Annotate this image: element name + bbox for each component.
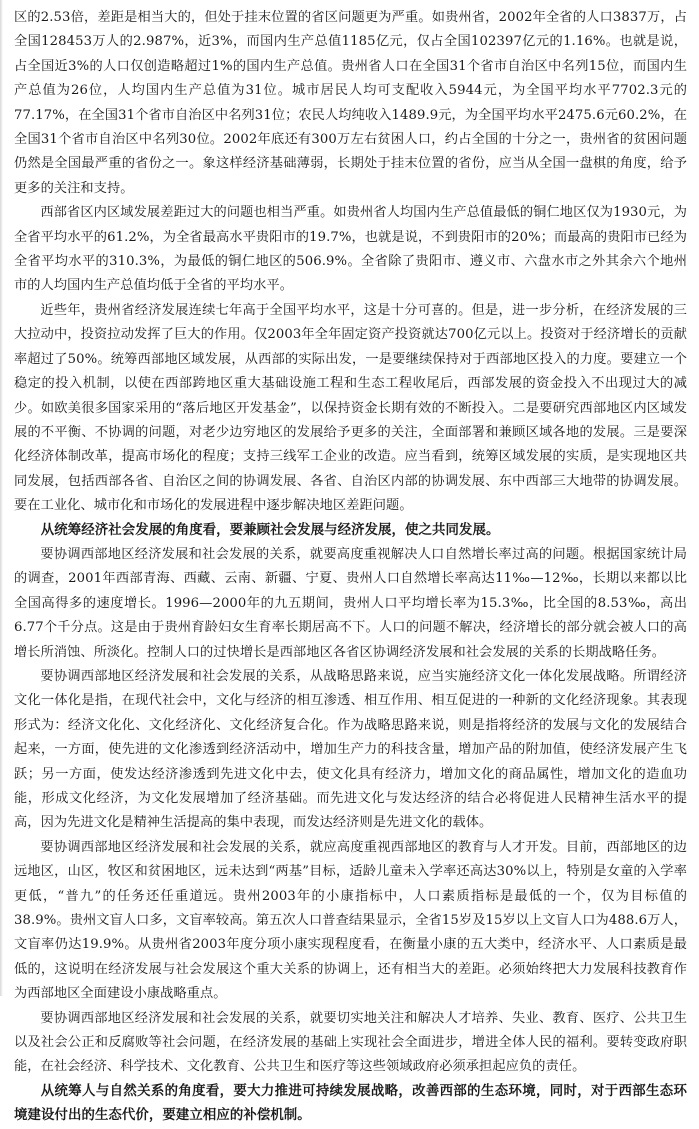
body-paragraph: 要协调西部地区经济发展和社会发展的关系，就应高度重视西部地区的教育与人才开发。目前，西部地区的边远地区，山区，牧区和贫困地区，远未达到“两基”目标，适龄儿童未入学率还高达30%以上，特别是女童的入学率更低，“普九”的任务还任重道远。贵州2003年的小康指标中，人口素质指标是最低的一个，仅为目标值的38.9%。贵州文盲人口多，文盲率较高。第五次人口普查结果显示，全省15岁及15岁以上文盲人口为488.6万人，文盲率仍达19.9%。从贵州省2003年度分项小康实现程度看，在衡量小康的五大类中，经济水平、人口素质是最低的，这说明在经济发展与社会发展这个重大关系的协调上，还有相当大的差距。必须始终把大力发展科技教育作为西部地区全面建设小康战略重点。: [14, 839, 687, 1002]
document-body: [14, 6, 687, 1129]
section-heading: 从统筹人与自然关系的角度看，要大力推进可持续发展战略，改善西部的生态环境，同时，对于西部生态环境建设付出的生态代价，要建立相应的补偿机制。: [14, 1083, 687, 1124]
scan-edge-shadow: [0, 0, 3, 996]
section-heading: 从统筹经济社会发展的角度看，要兼顾社会发展与经济发展，使之共同发展。: [40, 522, 500, 538]
body-paragraph: 近些年，贵州省经济发展连续七年高于全国平均水平，这是十分可喜的。但是，进一步分析，在经济发展的三大拉动中，投资拉动发挥了巨大的作用。仅2003年全年固定资产投资就达700亿元以上。投资对于经济增长的贡献率超过了50%。统筹西部地区域发展，从西部的实际出发，一是要继续保持对于西部地区投入的力度。要建立一个稳定的投入机制，以使在西部跨地区重大基础设施工程和生态工程收尾后，西部发展的资金投入不出现过大的减少。如欧美很多国家采用的“落后地区开发基金”，以保持资金长期有效的不断投入。二是要研究西部地区内区域发展的不平衡、不协调的问题，对老少边穷地区的发展给予更多的关注，全面部署和兼顾区域各地的发展。三是要深化经济体制改革，提高市场化的程度；支持三线军工企业的改造。应当看到，统筹区域发展的实质，是实现地区共同发展，包括西部各省、自治区之间的协调发展、各省、自治区内部的协调发展、东中西部三大地带的协调发展。要在工业化、城市化和市场化的发展进程中逐步解决地区差距问题。: [14, 302, 687, 514]
body-paragraph: 区的2.53倍，差距是相当大的，但处于挂末位置的省区问题更为严重。如贵州省，2002年全省的人口3837万，占全国128453万人的2.987%，近3%，而国内生产总值1185亿元，仅占全国102397亿元的1.16%。也就是说，占全国近3%的人口仅创造略超过1%的国内生产总值。贵州省人口在全国31个省市自治区中名列15位，而国内生产总值为26位，人均国内生产总值为31位。城市居民人均可支配收入5944元，为全国平均水平7702.3元的77.17%，在全国31个省市自治区中名列31位；农民人均纯收入1489.9元，为全国平均水平2475.6元60.2%，在全国31个省市自治区中名列30位。2002年底还有300万左右贫困人口，约占全国的十分之一，贵州省的贫困问题仍然是全国最严重的省份之一。象这样经济基础薄弱，长期处于挂末位置的省份，应当从全国一盘棋的角度，给予更多的关注和支持。: [14, 10, 687, 196]
body-paragraph: 要协调西部地区经济发展和社会发展的关系，就要切实地关注和解决人才培养、失业、教育、医疗、公共卫生以及社会公正和反腐败等社会问题，在经济发展的基础上实现社会全面进步，增进全体人民的福利。要转变政府职能，在社会经济、科学技术、文化教育、公共卫生和医疗等这些领域政府必须承担起应负的责任。: [14, 1010, 687, 1075]
body-paragraph: 要协调西部地区经济发展和社会发展的关系，就要高度重视解决人口自然增长率过高的问题。根据国家统计局的调查，2001年西部青海、西藏、云南、新疆、宁夏、贵州人口自然增长率高达11‰—12‰，长期以来都以比全国高得多的速度增长。1996—2000年的九五期间，贵州人口平均增长率为15.3‰，比全国的8.53‰，高出6.77个千分点。这是由于贵州育龄妇女生育率长期居高不下。人口的问题不解决，经济增长的部分就会被人口的高增长所消蚀、所淡化。控制人口的过快增长是西部地区各省区协调经济发展和社会发展的关系的长期战略任务。: [14, 546, 687, 660]
body-paragraph: 要协调西部地区经济发展和社会发展的关系，从战略思路来说，应当实施经济文化一体化发展战略。所谓经济文化一体化是指，在现代社会中，文化与经济的相互渗透、相互作用、相互促进的一种新的文化经济现象。其表现形式为：经济文化化、文化经济化、文化经济复合化。作为战略思路来说，则是指将经济的发展与文化的发展结合起来，一方面，使先进的文化渗透到经济活动中，增加生产力的科技含量，增加产品的附加值，使经济发展产生飞跃；另一方面，使发达经济渗透到先进文化中去，使文化具有经济力，增加文化的商品属性，增加文化的造血功能，形成文化经济，为文化发展增加了经济基础。而先进文化与发达经济的结合必将促进人民精神生活水平的提高，因为先进文化是精神生活提高的集中表现，而发达经济则是先进文化的载体。: [14, 668, 687, 831]
body-paragraph: 西部省区内区域发展差距过大的问题也相当严重。如贵州省人均国内生产总值最低的铜仁地区仅为1930元，为全省平均水平的61.2%，为全省最高水平贵阳市的19.7%，也就是说，不到贵阳市的20%；而最高的贵阳市已经为全省平均水平的310.3%，为最低的铜仁地区的506.9%。全省除了贵阳市、遵义市、六盘水市之外其余六个地州市的人均国内生产总值均低于全省的平均水平。: [14, 205, 687, 294]
